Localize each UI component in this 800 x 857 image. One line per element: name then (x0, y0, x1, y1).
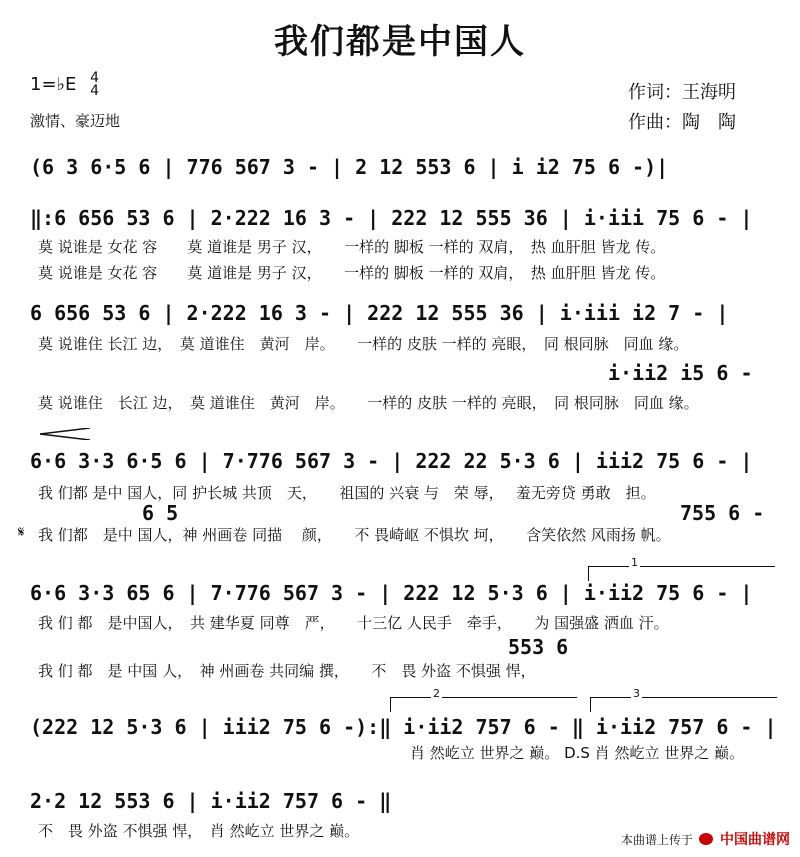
time-signature (90, 72, 99, 98)
notation-row: (222 12 5·3 6 | iii2 75 6 -):‖ i·ii2 757 6 - ‖ i·ii2 757 6 - | (30, 715, 777, 739)
notation-row: 553 6 (508, 635, 569, 659)
volta-number: 2 (433, 687, 440, 700)
footer-site: 中国曲谱网 (720, 832, 790, 848)
time-bottom: 4 (90, 83, 100, 99)
notation-row: 2·2 12 553 6 | i·ii2 757 6 - ‖ (30, 789, 392, 813)
volta-bracket-1 (588, 556, 775, 581)
notation-row: (6 3 6·5 6 | 776 567 3 - | 2 12 553 6 | i i2 75 6 -)| (30, 155, 669, 179)
composer-credit: 作曲：陶 陶 (628, 112, 736, 133)
notation-row: 755 6 - (680, 501, 765, 525)
volta-bracket-2 (390, 687, 577, 712)
lyric-line: 莫 说谁住 长江 边， 莫 道谁住 黄河 岸。 一样的 皮肤 一样的 亮眼， 同 根同脉 同血 缘。 (38, 335, 689, 353)
lyric-line: 我 们都 是中 国人，同 护长城 共顶 天， 祖国的 兴衰 与 荣 辱， 羞无旁贷 勇敢 担。 (38, 484, 656, 502)
lyric-line: 肖 然屹立 世界之 巅。 D.S 肖 然屹立 世界之 巅。 (410, 744, 744, 762)
volta-bracket-3 (590, 687, 777, 712)
tempo-marking: 激情、豪迈地 (30, 112, 121, 130)
notation-row: ‖:6 656 53 6 | 2·222 16 3 - | 222 12 555 36 | i·iii 75 6 - | (30, 206, 753, 230)
notation-row: 6·6 3·3 65 6 | 7·776 567 3 - | 222 12 5·3 6 | i·ii2 75 6 - | (30, 581, 753, 605)
notation-row: 6 5 (142, 501, 179, 525)
key-label: 1=♭E (30, 74, 77, 95)
notation-row: 6·6 3·3 6·5 6 | 7·776 567 3 - | 222 22 5·3 6 | iii2 75 6 - | (30, 449, 753, 473)
lyric-line: 莫 说谁是 女花 容 莫 道谁是 男子 汉， 一样的 脚板 一样的 双肩， 热 血肝胆 皆龙 传。 (38, 238, 666, 256)
footer-credit (621, 829, 790, 849)
lyric-line: 不 畏 外盗 不惧强 悍， 肖 然屹立 世界之 巅。 (38, 822, 360, 840)
lyricist-credit: 作词：王海明 (628, 82, 736, 103)
time-top: 4 (90, 70, 100, 86)
notation-row: 6 656 53 6 | 2·222 16 3 - | 222 12 555 36 | i·iii i2 7 - | (30, 301, 729, 325)
footer-text: 本曲谱上传于 (620, 833, 693, 847)
volta-number: 3 (633, 687, 640, 700)
lyric-line: 我 们 都 是中国人， 共 建华夏 同尊 严， 十三亿 人民手 牵手， 为 国强盛 洒血 汗。 (38, 614, 669, 632)
notation-row: i·ii2 i5 6 - (608, 361, 753, 385)
crescendo-mark (40, 428, 90, 440)
lyric-line: 莫 说谁住 长江 边， 莫 道谁住 黄河 岸。 一样的 皮肤 一样的 亮眼， 同 根同脉 同血 缘。 (38, 394, 699, 412)
segno-sign: 𝄋 (18, 523, 25, 541)
page-title: 我们都是中国人 (274, 22, 526, 62)
key-signature (30, 72, 99, 98)
site-logo-icon (699, 833, 713, 845)
lyric-line: 我 们 都 是 中国 人， 神 州画卷 共同编 撰， 不 畏 外盗 不惧强 悍， (38, 662, 536, 680)
lyric-line: 我 们都 是中 国人，神 州画卷 同描 颜， 不 畏崎岖 不惧坎 坷， 含笑依然 风雨扬 帆。 (38, 526, 671, 544)
volta-number: 1 (631, 556, 638, 569)
lyric-line: 莫 说谁是 女花 容 莫 道谁是 男子 汉， 一样的 脚板 一样的 双肩， 热 血肝胆 皆龙 传。 (38, 264, 666, 282)
